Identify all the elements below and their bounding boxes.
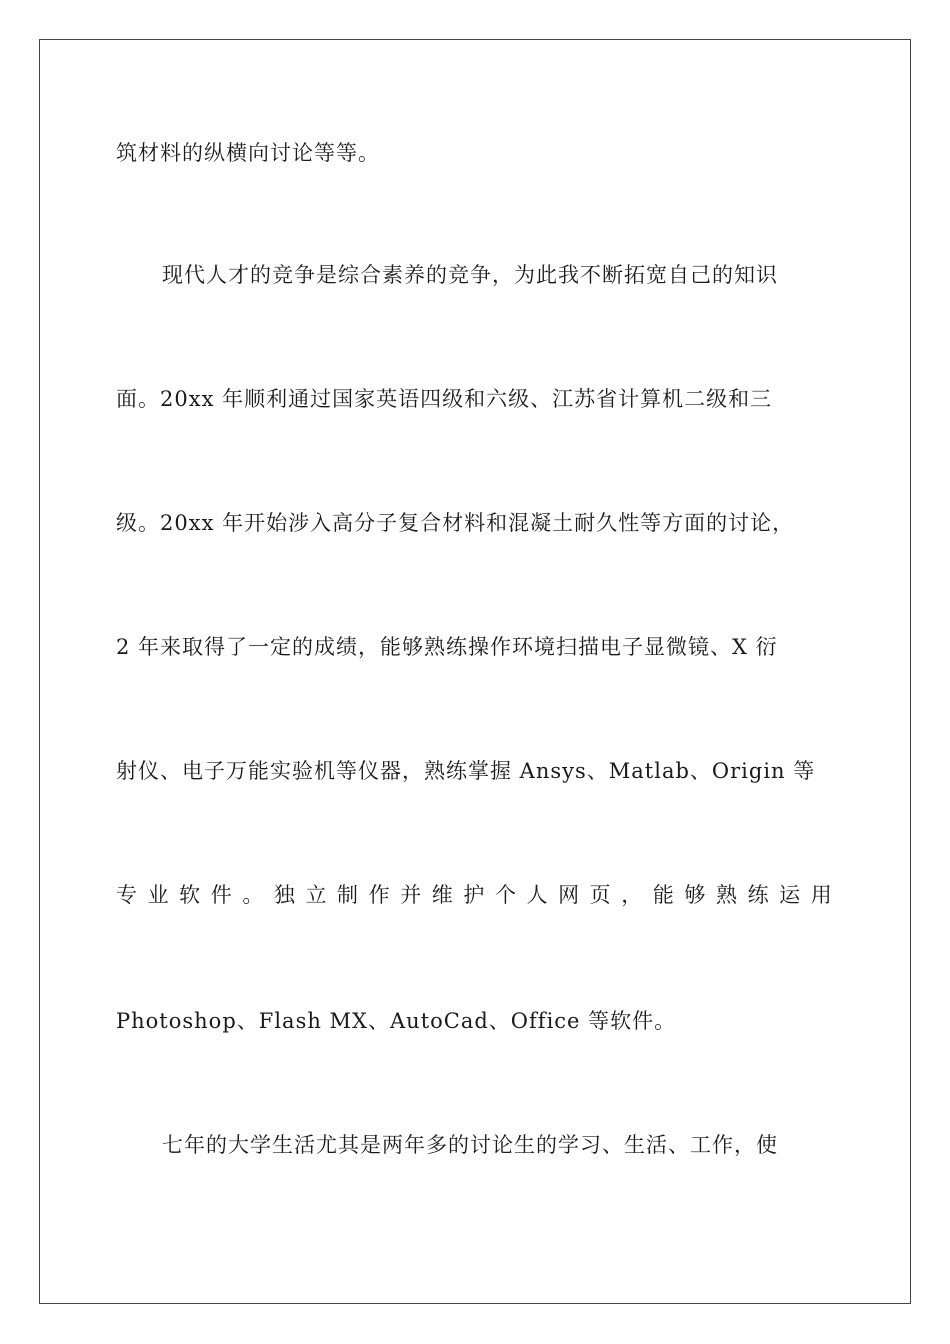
text-line-3: 面。20xx 年顺利通过国家英语四级和六级、江苏省计算机二级和三 [116, 387, 773, 411]
justified-char: 独 [273, 883, 295, 907]
text-line-9: 七年的大学生活尤其是两年多的讨论生的学习、生活、工作，使 [162, 1133, 778, 1157]
text-line-8: Photoshop、Flash MX、AutoCad、Office 等软件。 [116, 1009, 677, 1033]
justified-char: 业 [147, 883, 169, 907]
justified-char: ， [621, 883, 643, 907]
justified-char: 个 [494, 883, 516, 907]
justified-char: 页 [589, 883, 611, 907]
justified-char: 熟 [715, 883, 737, 907]
justified-char: 制 [337, 883, 359, 907]
justified-char: 网 [558, 883, 580, 907]
page-border [39, 39, 911, 1304]
text-line-5: 2 年来取得了一定的成绩，能够熟练操作环境扫描电子显微镜、X 衍 [116, 635, 778, 659]
justified-char: 。 [242, 883, 264, 907]
justified-char: 运 [779, 883, 801, 907]
justified-char: 立 [305, 883, 327, 907]
text-line-2: 现代人才的竞争是综合素养的竞争，为此我不断拓宽自己的知识 [162, 263, 778, 287]
justified-char: 并 [400, 883, 422, 907]
justified-char: 作 [368, 883, 390, 907]
justified-char: 维 [431, 883, 453, 907]
text-line-7 [116, 880, 832, 910]
text-line-6: 射仪、电子万能实验机等仪器，熟练掌握 Ansys、Matlab、Origin 等 [116, 759, 816, 783]
justified-char: 练 [747, 883, 769, 907]
justified-char: 能 [652, 883, 674, 907]
justified-char: 人 [526, 883, 548, 907]
text-line-1: 筑材料的纵横向讨论等等。 [116, 141, 380, 165]
justified-char: 够 [684, 883, 706, 907]
text-line-4: 级。20xx 年开始涉入高分子复合材料和混凝土耐久性等方面的讨论， [116, 511, 795, 535]
justified-char: 件 [210, 883, 232, 907]
justified-char: 软 [179, 883, 201, 907]
justified-char: 用 [810, 883, 832, 907]
justified-char: 护 [463, 883, 485, 907]
justified-char: 专 [116, 883, 137, 907]
